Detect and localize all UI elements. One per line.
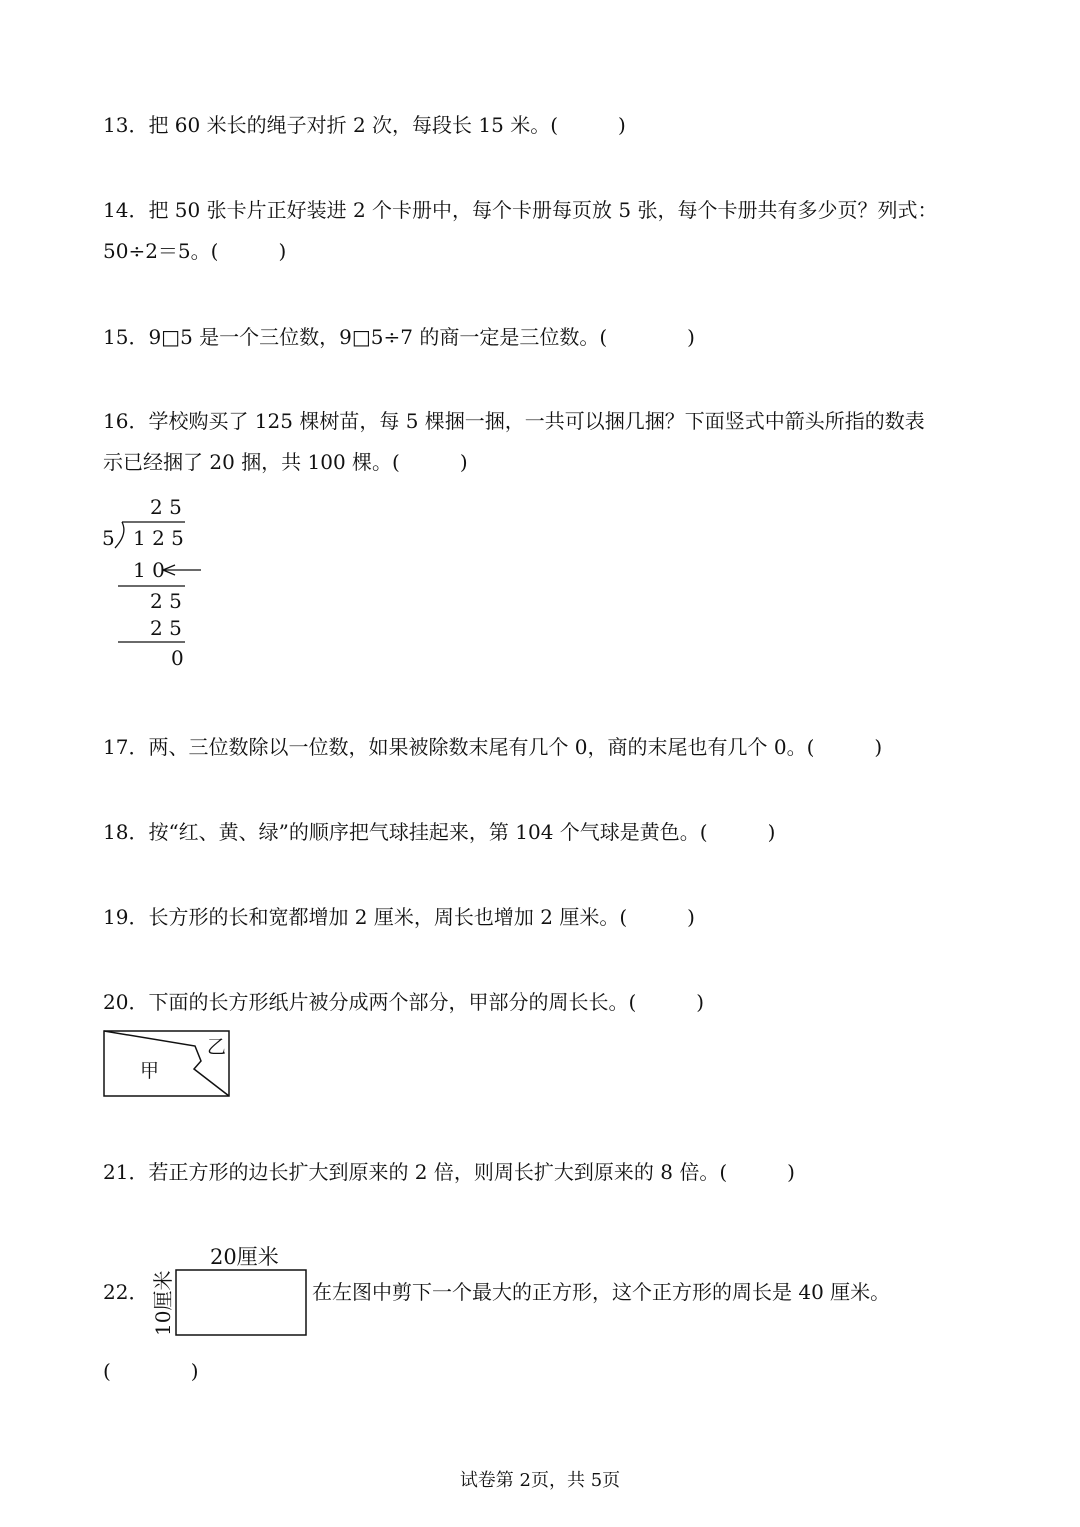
width-label: 20厘米 [210,1245,279,1269]
question-19-text: 19．长方形的长和宽都增加 2 厘米，周长也增加 2 厘米。( ) [103,905,695,929]
question-16-line-1: 16．学校购买了 125 棵树苗，每 5 棵捆一捆，一共可以捆几捆？下面竖式中箭头所指的数表 [103,409,925,433]
question-14 [103,198,938,263]
part-b-label: 乙 [207,1036,227,1058]
question-22-answer: ( ) [103,1359,199,1383]
question-17-text: 17．两、三位数除以一位数，如果被除数末尾有几个 0，商的末尾也有几个 0。( ) [103,735,883,759]
division-quotient: 2 5 [150,495,182,519]
question-15 [103,325,695,349]
division-divisor: 5 [102,526,115,550]
question-20-text: 20．下面的长方形纸片被分成两个部分，甲部分的周长长。( ) [103,990,705,1014]
question-22-number: 22． [103,1280,149,1304]
division-step-1: 1 0 [133,558,165,582]
division-remainder: 0 [171,646,184,670]
question-13-text: 13．把 60 米长的绳子对折 2 次，每段长 15 米。( ) [103,113,626,137]
rectangle-split-figure [102,1029,234,1099]
question-18-text: 18．按“红、黄、绿”的顺序把气球挂起来，第 104 个气球是黄色。( ) [103,820,776,844]
question-14-line-2: 50÷2＝5。( ) [103,239,287,263]
question-19 [103,905,695,929]
division-dividend: 1 2 5 [133,526,184,550]
question-22-text: 在左图中剪下一个最大的正方形，这个正方形的周长是 40 厘米。 [312,1280,891,1304]
question-21 [103,1160,795,1184]
question-15-text: 15．9□5 是一个三位数，9□5÷7 的商一定是三位数。( ) [103,325,695,349]
question-14-line-1: 14．把 50 张卡片正好装进 2 个卡册中，每个卡册每页放 5 张，每个卡册共有多少页？列式： [103,198,938,222]
question-13 [103,113,626,137]
question-18 [103,820,775,844]
question-21-text: 21．若正方形的边长扩大到原来的 2 倍，则周长扩大到原来的 8 倍。( ) [103,1160,795,1184]
question-17 [103,735,882,759]
height-label: 10厘米 [151,1270,175,1336]
question-16-line-2: 示已经捆了 20 捆，共 100 棵。( ) [103,450,468,474]
long-division-figure [95,490,215,675]
division-step-2: 2 5 [150,589,182,613]
division-step-3: 2 5 [150,616,182,640]
question-20 [103,990,704,1014]
rectangle-dimension-figure [140,1240,312,1340]
part-a-label: 甲 [140,1060,160,1082]
question-16 [103,409,925,474]
page-footer: 试卷第 2页，共 5页 [459,1470,621,1491]
